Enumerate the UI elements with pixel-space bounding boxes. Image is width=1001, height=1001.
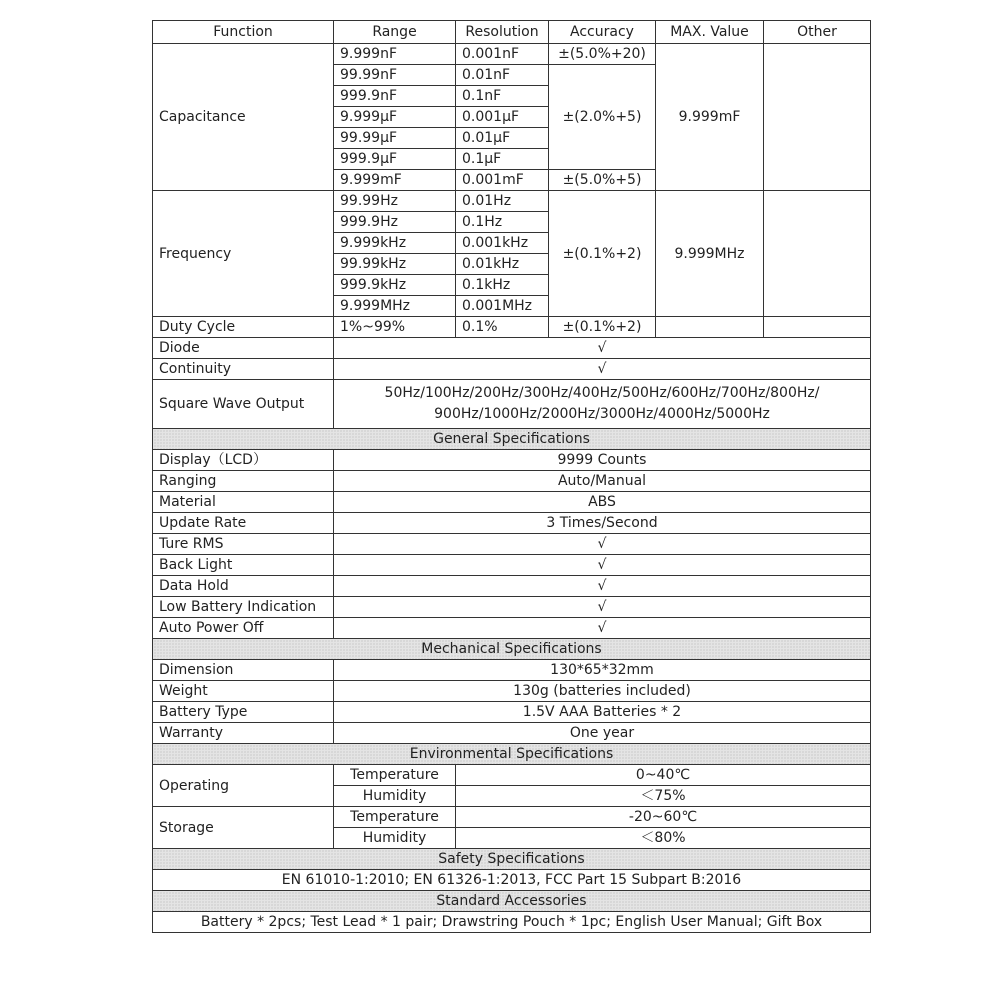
resolution-cell: 0.001μF	[456, 107, 549, 128]
resolution-cell: 0.1μF	[456, 149, 549, 170]
duty-cycle-max	[656, 317, 764, 338]
environmental-specs-title: Environmental Specifications	[153, 744, 871, 765]
square-wave-label: Square Wave Output	[153, 380, 334, 429]
square-wave-value	[334, 380, 871, 429]
continuity-label: Continuity	[153, 359, 334, 380]
table-row	[153, 44, 871, 65]
table-row	[153, 317, 871, 338]
table-row	[153, 191, 871, 212]
range-cell: 9.999mF	[334, 170, 456, 191]
spec-label: Dimension	[153, 660, 334, 681]
table-row	[153, 576, 871, 597]
spec-label: Warranty	[153, 723, 334, 744]
spec-label: Back Light	[153, 555, 334, 576]
range-cell: 99.99kHz	[334, 254, 456, 275]
spec-value: 130g (batteries included)	[334, 681, 871, 702]
accuracy-cell: ±(0.1%+2)	[549, 191, 656, 317]
spec-value: Auto/Manual	[334, 471, 871, 492]
resolution-cell: 0.001nF	[456, 44, 549, 65]
spec-label: Display（LCD）	[153, 450, 334, 471]
capacitance-max: 9.999mF	[656, 44, 764, 191]
spec-label: Auto Power Off	[153, 618, 334, 639]
spec-value: √	[334, 555, 871, 576]
safety-standards: EN 61010-1:2010; EN 61326-1:2013, FCC Part 15 Subpart B:2016	[153, 870, 871, 891]
range-cell: 999.9μF	[334, 149, 456, 170]
frequency-max: 9.999MHz	[656, 191, 764, 317]
col-other-header: Other	[764, 21, 871, 44]
square-wave-line-1: 50Hz/100Hz/200Hz/300Hz/400Hz/500Hz/600Hz/700Hz/800Hz/	[384, 385, 820, 401]
range-cell: 1%~99%	[334, 317, 456, 338]
table-row	[153, 513, 871, 534]
frequency-label: Frequency	[153, 191, 334, 317]
operating-temperature-label: Temperature	[334, 765, 456, 786]
spec-value: √	[334, 576, 871, 597]
range-cell: 999.9Hz	[334, 212, 456, 233]
range-cell: 99.99μF	[334, 128, 456, 149]
spec-value: √	[334, 618, 871, 639]
storage-temperature-label: Temperature	[334, 807, 456, 828]
table-row	[153, 807, 871, 828]
range-cell: 9.999kHz	[334, 233, 456, 254]
range-cell: 99.99Hz	[334, 191, 456, 212]
spec-label: Material	[153, 492, 334, 513]
resolution-cell: 0.01kHz	[456, 254, 549, 275]
resolution-cell: 0.001mF	[456, 170, 549, 191]
diode-label: Diode	[153, 338, 334, 359]
storage-temperature-value: -20~60℃	[456, 807, 871, 828]
table-row	[153, 912, 871, 933]
spec-value: √	[334, 597, 871, 618]
table-row	[153, 359, 871, 380]
square-wave-line-2: 900Hz/1000Hz/2000Hz/3000Hz/4000Hz/5000Hz	[434, 406, 770, 422]
section-header	[153, 744, 871, 765]
spec-label: Weight	[153, 681, 334, 702]
section-header	[153, 891, 871, 912]
resolution-cell: 0.001kHz	[456, 233, 549, 254]
table-row	[153, 702, 871, 723]
capacitance-label: Capacitance	[153, 44, 334, 191]
col-accuracy-header: Accuracy	[549, 21, 656, 44]
duty-cycle-other	[764, 317, 871, 338]
header-row	[153, 21, 871, 44]
capacitance-other	[764, 44, 871, 191]
spec-label: Battery Type	[153, 702, 334, 723]
spec-label: Ture RMS	[153, 534, 334, 555]
table-row	[153, 492, 871, 513]
safety-specs-title: Safety Specifications	[153, 849, 871, 870]
spec-value: One year	[334, 723, 871, 744]
table-row	[153, 660, 871, 681]
diode-check: √	[334, 338, 871, 359]
table-row	[153, 471, 871, 492]
operating-humidity-label: Humidity	[334, 786, 456, 807]
storage-label: Storage	[153, 807, 334, 849]
storage-humidity-label: Humidity	[334, 828, 456, 849]
mechanical-specs-title: Mechanical Specifications	[153, 639, 871, 660]
range-cell: 999.9kHz	[334, 275, 456, 296]
continuity-check: √	[334, 359, 871, 380]
spec-table	[152, 20, 871, 933]
spec-value: 130*65*32mm	[334, 660, 871, 681]
general-specs-title: General Specifications	[153, 429, 871, 450]
accessories-title: Standard Accessories	[153, 891, 871, 912]
resolution-cell: 0.01μF	[456, 128, 549, 149]
resolution-cell: 0.1nF	[456, 86, 549, 107]
range-cell: 9.999MHz	[334, 296, 456, 317]
table-row	[153, 534, 871, 555]
accuracy-cell: ±(2.0%+5)	[549, 65, 656, 170]
range-cell: 999.9nF	[334, 86, 456, 107]
col-function-header: Function	[153, 21, 334, 44]
table-row	[153, 618, 871, 639]
section-header	[153, 429, 871, 450]
resolution-cell: 0.01nF	[456, 65, 549, 86]
resolution-cell: 0.1%	[456, 317, 549, 338]
range-cell: 9.999μF	[334, 107, 456, 128]
section-header	[153, 849, 871, 870]
duty-cycle-label: Duty Cycle	[153, 317, 334, 338]
table-row	[153, 870, 871, 891]
table-row	[153, 450, 871, 471]
accessories-list: Battery * 2pcs; Test Lead * 1 pair; Drawstring Pouch * 1pc; English User Manual; Gift Box	[153, 912, 871, 933]
accuracy-cell: ±(0.1%+2)	[549, 317, 656, 338]
spec-value: 3 Times/Second	[334, 513, 871, 534]
storage-humidity-value: ＜80%	[456, 828, 871, 849]
frequency-other	[764, 191, 871, 317]
table-row	[153, 681, 871, 702]
col-resolution-header: Resolution	[456, 21, 549, 44]
operating-temperature-value: 0~40℃	[456, 765, 871, 786]
spec-value: ABS	[334, 492, 871, 513]
col-max-header: MAX. Value	[656, 21, 764, 44]
spec-label: Ranging	[153, 471, 334, 492]
col-range-header: Range	[334, 21, 456, 44]
table-row	[153, 765, 871, 786]
spec-label: Low Battery Indication	[153, 597, 334, 618]
resolution-cell: 0.1kHz	[456, 275, 549, 296]
operating-label: Operating	[153, 765, 334, 807]
accuracy-cell: ±(5.0%+5)	[549, 170, 656, 191]
range-cell: 9.999nF	[334, 44, 456, 65]
accuracy-cell: ±(5.0%+20)	[549, 44, 656, 65]
table-row	[153, 723, 871, 744]
spec-value: 9999 Counts	[334, 450, 871, 471]
spec-value: 1.5V AAA Batteries * 2	[334, 702, 871, 723]
range-cell: 99.99nF	[334, 65, 456, 86]
table-row	[153, 338, 871, 359]
table-row	[153, 555, 871, 576]
spec-label: Data Hold	[153, 576, 334, 597]
spec-label: Update Rate	[153, 513, 334, 534]
resolution-cell: 0.001MHz	[456, 296, 549, 317]
spec-value: √	[334, 534, 871, 555]
resolution-cell: 0.01Hz	[456, 191, 549, 212]
resolution-cell: 0.1Hz	[456, 212, 549, 233]
section-header	[153, 639, 871, 660]
table-row	[153, 380, 871, 429]
table-row	[153, 597, 871, 618]
operating-humidity-value: ＜75%	[456, 786, 871, 807]
